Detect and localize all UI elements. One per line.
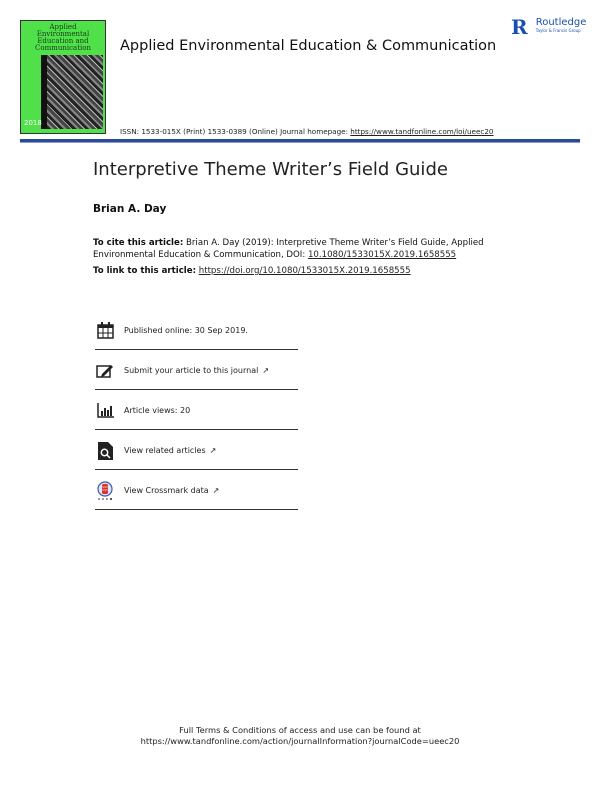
cite-label: To cite this article: (93, 238, 184, 248)
article-link-line (93, 266, 411, 276)
footer-terms: Full Terms & Conditions of access and use can be found at (179, 725, 421, 735)
external-link-icon: ↗ (212, 486, 220, 495)
article-views-item (95, 390, 298, 430)
publisher-tagline: Taylor & Francis Group (535, 28, 581, 33)
routledge-logo (511, 17, 586, 37)
doi-link[interactable]: 10.1080/1533015X.2019.1658555 (307, 250, 457, 260)
publisher-name: Routledge (535, 17, 587, 28)
external-link-icon: ↗ (262, 366, 270, 375)
article-title: Interpretive Theme Writer’s Field Guide (93, 159, 448, 180)
link-label: To link to this article: (93, 266, 197, 276)
article-url-link[interactable]: https://doi.org/10.1080/1533015X.2019.1658555 (198, 266, 411, 276)
journal-cover-image (20, 20, 106, 134)
journal-title: Applied Environmental Education & Communication (120, 38, 497, 54)
article-author: Brian A. Day (93, 203, 167, 215)
crossmark-item[interactable] (95, 470, 298, 510)
crossmark-icon (95, 482, 115, 500)
submit-article-label[interactable]: Submit your article to this journal (124, 366, 259, 375)
published-online-label: Published online: 30 Sep 2019. (124, 326, 248, 335)
related-articles-item[interactable] (95, 430, 298, 470)
citation (93, 237, 493, 261)
journal-homepage-link[interactable]: https://www.tandfonline.com/loi/ueec20 (350, 127, 494, 136)
cover-title: Applied Environmental Education and Communication (35, 23, 91, 52)
issn-text: ISSN: 1533-015X (Print) 1533-0389 (Online) Journal homepage: (120, 127, 348, 136)
cite-text: Brian A. Day (2019): Interpretive Theme Writer’s Field Guide, Applied Environmental Education & Communication, DOI: (93, 238, 484, 260)
search-document-icon (95, 442, 115, 460)
cover-year: 2018 (24, 119, 42, 127)
footer (0, 725, 600, 747)
published-online-item (95, 310, 298, 350)
article-views-label: Article views: 20 (124, 406, 191, 415)
calendar-icon (95, 322, 115, 340)
bar-chart-icon (95, 402, 115, 420)
footer-terms-url[interactable]: https://www.tandfonline.com/action/journalInformation?journalCode=ueec20 (140, 736, 460, 746)
header-divider (20, 139, 580, 143)
issn-line (120, 127, 493, 136)
related-articles-label[interactable]: View related articles (124, 446, 206, 455)
crossmark-label[interactable]: View Crossmark data (124, 486, 209, 495)
routledge-r-icon: R (511, 15, 528, 39)
article-info-list (95, 310, 298, 510)
edit-icon (95, 362, 115, 380)
external-link-icon: ↗ (209, 446, 217, 455)
cover-photo (47, 55, 103, 129)
submit-article-item[interactable] (95, 350, 298, 390)
